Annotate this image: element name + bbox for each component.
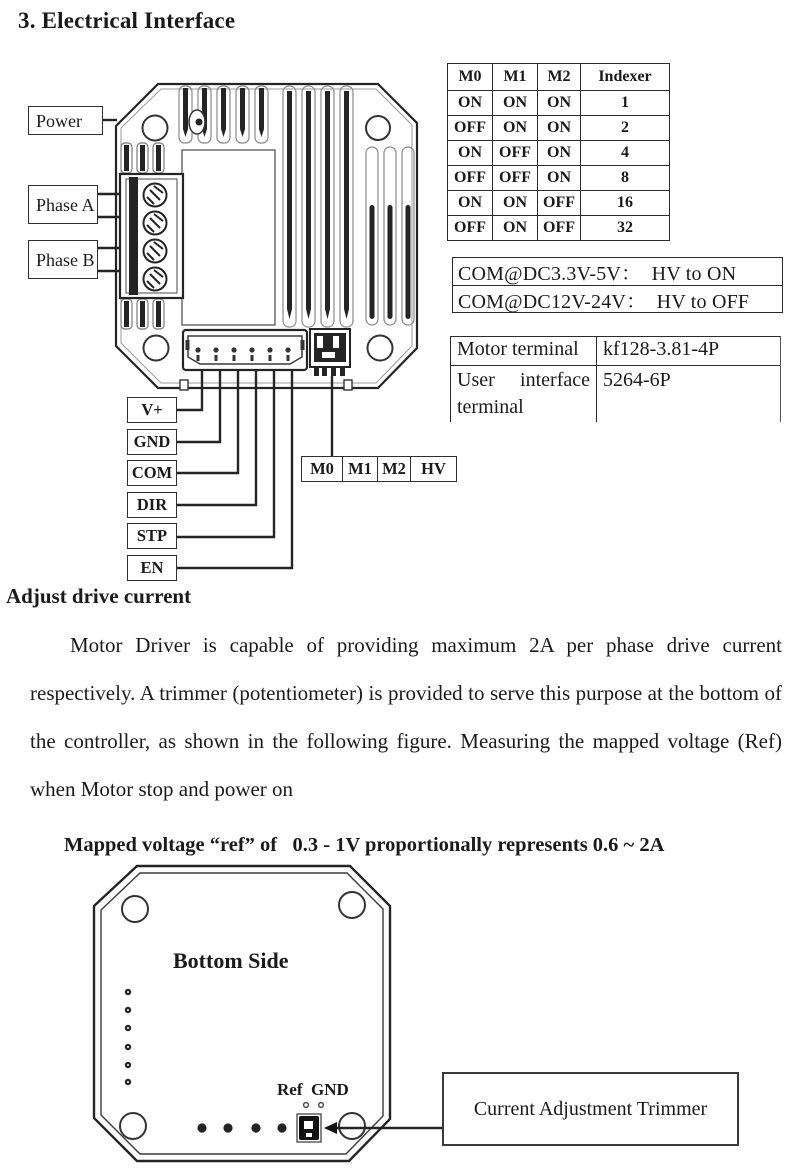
pcb-bottom-diagram — [94, 866, 442, 1161]
section-heading: Adjust drive current — [6, 584, 192, 608]
table-cell: OFF — [493, 141, 538, 166]
table-row — [453, 285, 782, 312]
phase-a-label-box — [28, 185, 98, 224]
table-row — [448, 216, 670, 241]
table-header-cell: M1 — [493, 64, 538, 91]
mounting-hole — [339, 1113, 365, 1139]
table-header-cell: Indexer — [581, 64, 670, 91]
table-cell: ON — [493, 91, 538, 116]
table-cell: 8 — [581, 166, 670, 191]
table-cell: OFF — [448, 216, 493, 241]
table-header-row — [448, 64, 670, 91]
pin-box-dir — [127, 492, 177, 518]
mode-cell-hv — [411, 456, 457, 482]
table-cell: OFF — [448, 166, 493, 191]
table-row — [448, 91, 670, 116]
table-cell: User interface terminal — [457, 369, 590, 418]
table-cell: 16 — [581, 191, 670, 216]
screw-icon — [144, 240, 167, 263]
table-cell: OFF — [448, 116, 493, 141]
table-cell: COM@DC3.3V-5V： HV to ON — [458, 263, 737, 285]
mounting-hole — [144, 336, 169, 361]
table-cell: ON — [538, 91, 581, 116]
component-area — [182, 150, 275, 325]
table-header-cell: M0 — [448, 64, 493, 91]
screw-icon — [144, 268, 167, 291]
table-row — [448, 191, 670, 216]
table-cell: OFF — [538, 191, 581, 216]
trimmer-icon — [297, 1114, 321, 1142]
table-cell: ON — [493, 116, 538, 141]
page-title: 3. Electrical Interface — [18, 8, 236, 33]
table-row — [453, 258, 782, 285]
pin-box-en — [127, 555, 177, 581]
table-cell: OFF — [493, 166, 538, 191]
pin-label: GND — [133, 431, 171, 451]
mode-pin-strip — [301, 456, 457, 482]
ref-gnd-label: Ref GND — [277, 1080, 349, 1099]
table-cell: COM@DC12V-24V： HV to OFF — [458, 290, 750, 313]
table-cell: ON — [448, 141, 493, 166]
pin-label: DIR — [136, 494, 168, 514]
table-cell: ON — [538, 116, 581, 141]
table-cell: OFF — [538, 216, 581, 241]
mounting-hole — [143, 116, 168, 141]
table-cell: ON — [493, 216, 538, 241]
pin-box-stp — [127, 523, 177, 549]
pin-label: STP — [136, 525, 168, 545]
phase-b-label: Phase B — [36, 249, 95, 270]
terminal-block — [120, 174, 183, 298]
mode-label: HV — [421, 459, 446, 478]
pin-box-gnd — [127, 429, 177, 455]
table-cell: 5264-6P — [596, 366, 780, 422]
ref-test-point — [304, 1103, 309, 1108]
screw-icon — [144, 184, 167, 207]
mode-cell-m0 — [301, 456, 343, 482]
indexer-table — [447, 63, 670, 241]
pin-label: V+ — [141, 399, 163, 419]
pin-label: COM — [131, 462, 173, 482]
table-cell: 1 — [581, 91, 670, 116]
mode-label: M2 — [382, 459, 406, 478]
mode-cell-m2 — [378, 456, 411, 482]
mapped-voltage-note: Mapped voltage “ref” of 0.3 - 1V proportionally represents 0.6 ~ 2A — [64, 834, 665, 856]
power-label: Power — [36, 110, 82, 131]
table-cell: ON — [493, 191, 538, 216]
power-label-box — [28, 106, 103, 135]
table-cell: 2 — [581, 116, 670, 141]
table-row — [448, 166, 670, 191]
mounting-hole — [120, 1113, 146, 1139]
table-cell: ON — [538, 141, 581, 166]
table-cell: ON — [448, 91, 493, 116]
table-cell: kf128-3.81-4P — [596, 337, 780, 366]
pin-box-vplus — [127, 397, 177, 423]
connector-6pin — [183, 330, 307, 370]
pin-label: EN — [140, 557, 164, 577]
screw-icon — [144, 212, 167, 235]
bottom-side-label: Bottom Side — [173, 948, 289, 973]
table-cell: Motor terminal — [451, 337, 596, 366]
table-cell: ON — [448, 191, 493, 216]
gnd-test-point — [319, 1103, 324, 1108]
terminal-spec-table — [450, 336, 781, 422]
phase-a-label: Phase A — [36, 194, 95, 215]
com-voltage-table — [452, 257, 783, 313]
table-row — [448, 116, 670, 141]
table-header-cell: M2 — [538, 64, 581, 91]
table-cell: 32 — [581, 216, 670, 241]
mode-cell-m1 — [343, 456, 378, 482]
trimmer-callout-box — [442, 1072, 739, 1146]
mounting-hole — [368, 336, 393, 361]
table-row — [448, 141, 670, 166]
mode-label: M1 — [348, 459, 372, 478]
phase-b-label-box — [28, 240, 98, 279]
mounting-hole — [339, 892, 365, 918]
mounting-hole — [122, 896, 148, 922]
table-cell: 4 — [581, 141, 670, 166]
trimmer-callout-label: Current Adjustment Trimmer — [473, 1097, 708, 1120]
mounting-hole — [366, 116, 390, 140]
pin-box-com — [127, 460, 177, 486]
body-paragraph: Motor Driver is capable of providing maximum 2A per phase drive current respectively. A trimmer (potentiometer) is provided to serve this purpose at the bottom of the controller, as shown in the following figure. Measuring the mapped voltage (Ref) when Motor stop and power on — [30, 633, 788, 801]
table-cell: ON — [538, 166, 581, 191]
mode-label: M0 — [310, 459, 334, 478]
